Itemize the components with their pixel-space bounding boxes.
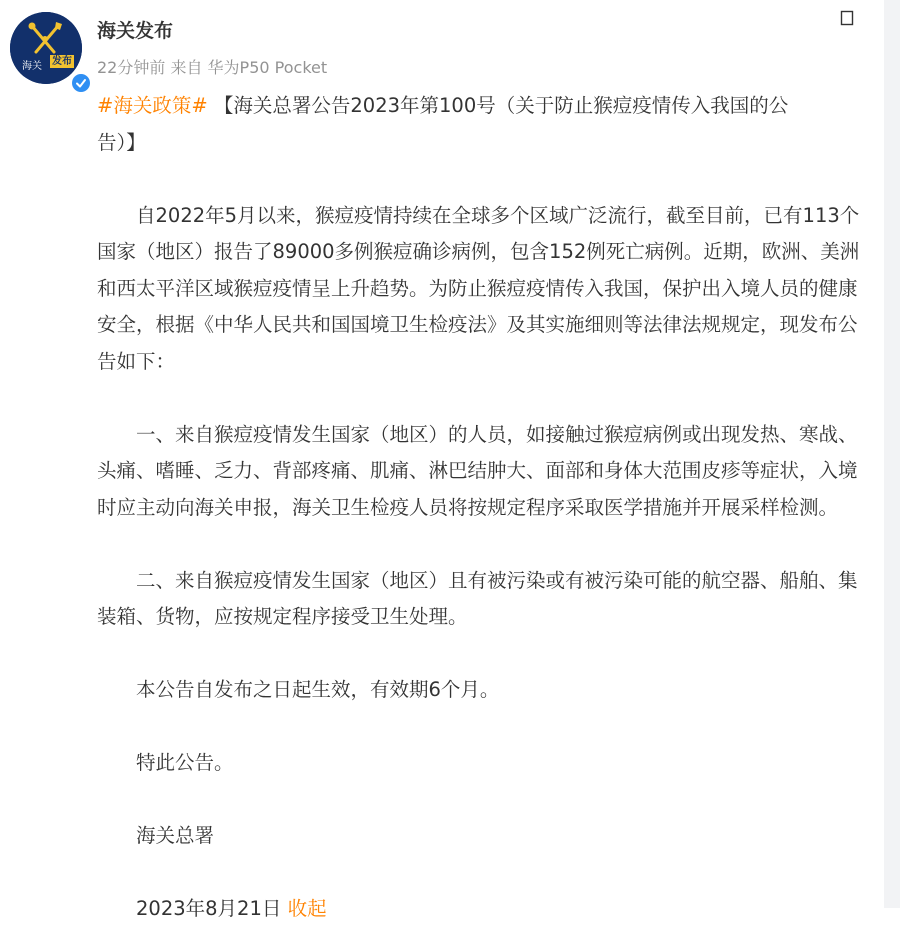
post-source: 来自 华为P50 Pocket: [170, 58, 328, 77]
closing-paragraph: 特此公告。: [136, 751, 234, 774]
customs-emblem-icon: [10, 12, 82, 84]
intro-paragraph: 自2022年5月以来，猴痘疫情持续在全球多个区域广泛流行，截至目前，已有113个国家（地区）报告了89000多例猴痘确诊病例，包含152例死亡病例。近期，欧洲、美洲和西太平洋区域猴痘疫情呈上升趋势。为防止猴痘疫情传入我国，保护出入境人员的健康安全，根据《中华人民共和国国境卫生检疫法》及其实施细则等法律法规规定，现发布公告如下：: [97, 203, 860, 373]
post-time[interactable]: 22分钟前: [97, 58, 166, 77]
topic-link[interactable]: #海关政策#: [97, 94, 208, 117]
post-headline: [97, 88, 867, 161]
verified-badge-icon: [70, 72, 92, 94]
validity-paragraph: 本公告自发布之日起生效，有效期6个月。: [136, 678, 500, 701]
more-menu-button[interactable]: [840, 10, 854, 26]
headline-text: 【海关总署公告2023年第100号（关于防止猴痘疫情传入我国的公: [207, 94, 789, 117]
scrollbar-track[interactable]: [884, 0, 900, 908]
item-2-paragraph: 二、来自猴痘疫情发生国家（地区）且有被污染或有被污染可能的航空器、船舶、集装箱、货物，应按规定程序接受卫生处理。: [97, 568, 858, 628]
post-meta: [97, 55, 327, 78]
avatar-badge-text: 发布: [52, 56, 72, 67]
date-paragraph: [97, 891, 867, 928]
post-content: [97, 88, 867, 928]
item-1-paragraph: 一、来自猴痘疫情发生国家（地区）的人员，如接触过猴痘病例或出现发热、寒战、头痛、嗜睡、乏力、背部疼痛、肌痛、淋巴结肿大、面部和身体大范围皮疹等症状，入境时应主动向海关申报，海关卫生检疫人员将按规定程序采取医学措施并开展采样检测。: [97, 422, 858, 519]
post-date: 2023年8月21日: [136, 897, 282, 920]
headline-text-cont: 告）】: [97, 130, 146, 154]
signature-paragraph: 海关总署: [136, 824, 215, 847]
avatar[interactable]: [10, 12, 82, 84]
more-icon: [840, 10, 854, 26]
avatar-text: 海关: [22, 61, 42, 72]
collapse-link[interactable]: 收起: [287, 897, 327, 920]
account-name[interactable]: 海关发布: [97, 20, 174, 42]
